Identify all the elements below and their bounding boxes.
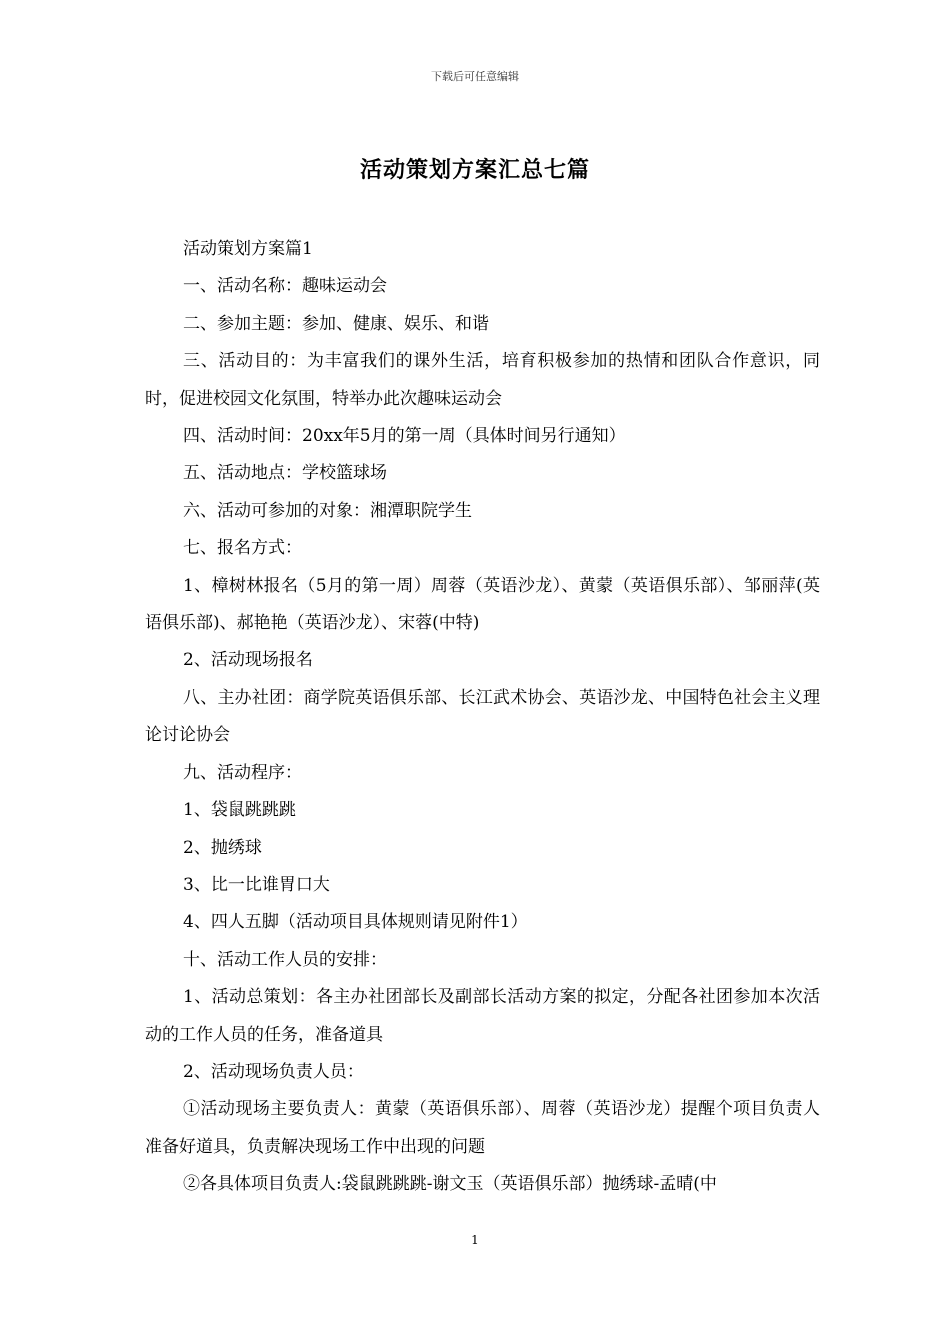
- paragraph: 4、四人五脚（活动项目具体规则请见附件1）: [183, 912, 528, 933]
- document-body: [145, 231, 820, 1204]
- paragraph: 1、活动总策划：各主办社团部长及副部长活动方案的拟定，分配各社团参加本次活动的工作人员的任务，准备道具: [145, 987, 820, 1045]
- paragraph: 2、抛绣球: [183, 837, 262, 858]
- paragraph: 十、活动工作人员的安排：: [183, 949, 387, 970]
- paragraph: 3、比一比谁胃口大: [183, 874, 330, 895]
- paragraph: 一、活动名称：趣味运动会: [183, 276, 387, 297]
- document-title: 活动策划方案汇总七篇: [359, 157, 590, 183]
- paragraph: 2、活动现场负责人员：: [183, 1061, 364, 1082]
- paragraph: 八、主办社团：商学院英语俱乐部、长江武术协会、英语沙龙、中国特色社会主义理论讨论协会: [145, 687, 820, 746]
- paragraph: ②各具体项目负责人:袋鼠跳跳跳-谢文玉（英语俱乐部）抛绣球-孟晴(中: [183, 1174, 717, 1195]
- paragraph: 五、活动地点：学校篮球场: [183, 463, 387, 484]
- paragraph: 二、参加主题：参加、健康、娱乐、和谐: [183, 313, 489, 334]
- header-note: 下载后可任意编辑: [431, 70, 519, 83]
- paragraph: 三、活动目的：为丰富我们的课外生活，培育积极参加的热情和团队合作意识，同时，促进校园文化氛围，特举办此次趣味运动会: [145, 351, 820, 409]
- paragraph: 1、袋鼠跳跳跳: [183, 800, 296, 821]
- page-number: 1: [471, 1233, 479, 1247]
- paragraph: 2、活动现场报名: [183, 650, 313, 671]
- paragraph: 六、活动可参加的对象：湘潭职院学生: [183, 500, 472, 521]
- paragraph: 活动策划方案篇1: [183, 239, 313, 259]
- paragraph: ①活动现场主要负责人：黄蒙（英语俱乐部）、周蓉（英语沙龙）提醒个项目负责人准备好道具，负责解决现场工作中出现的问题: [145, 1099, 820, 1157]
- paragraph: 1、樟树林报名（5月的第一周）周蓉（英语沙龙）、黄蒙（英语俱乐部）、邹丽萍(英语俱乐部)、郝艳艳（英语沙龙）、宋蓉(中特): [145, 575, 820, 634]
- paragraph: 四、活动时间：20xx年5月的第一周（具体时间另行通知）: [183, 426, 626, 447]
- paragraph: 七、报名方式：: [183, 538, 302, 559]
- paragraph: 九、活动程序：: [183, 762, 302, 783]
